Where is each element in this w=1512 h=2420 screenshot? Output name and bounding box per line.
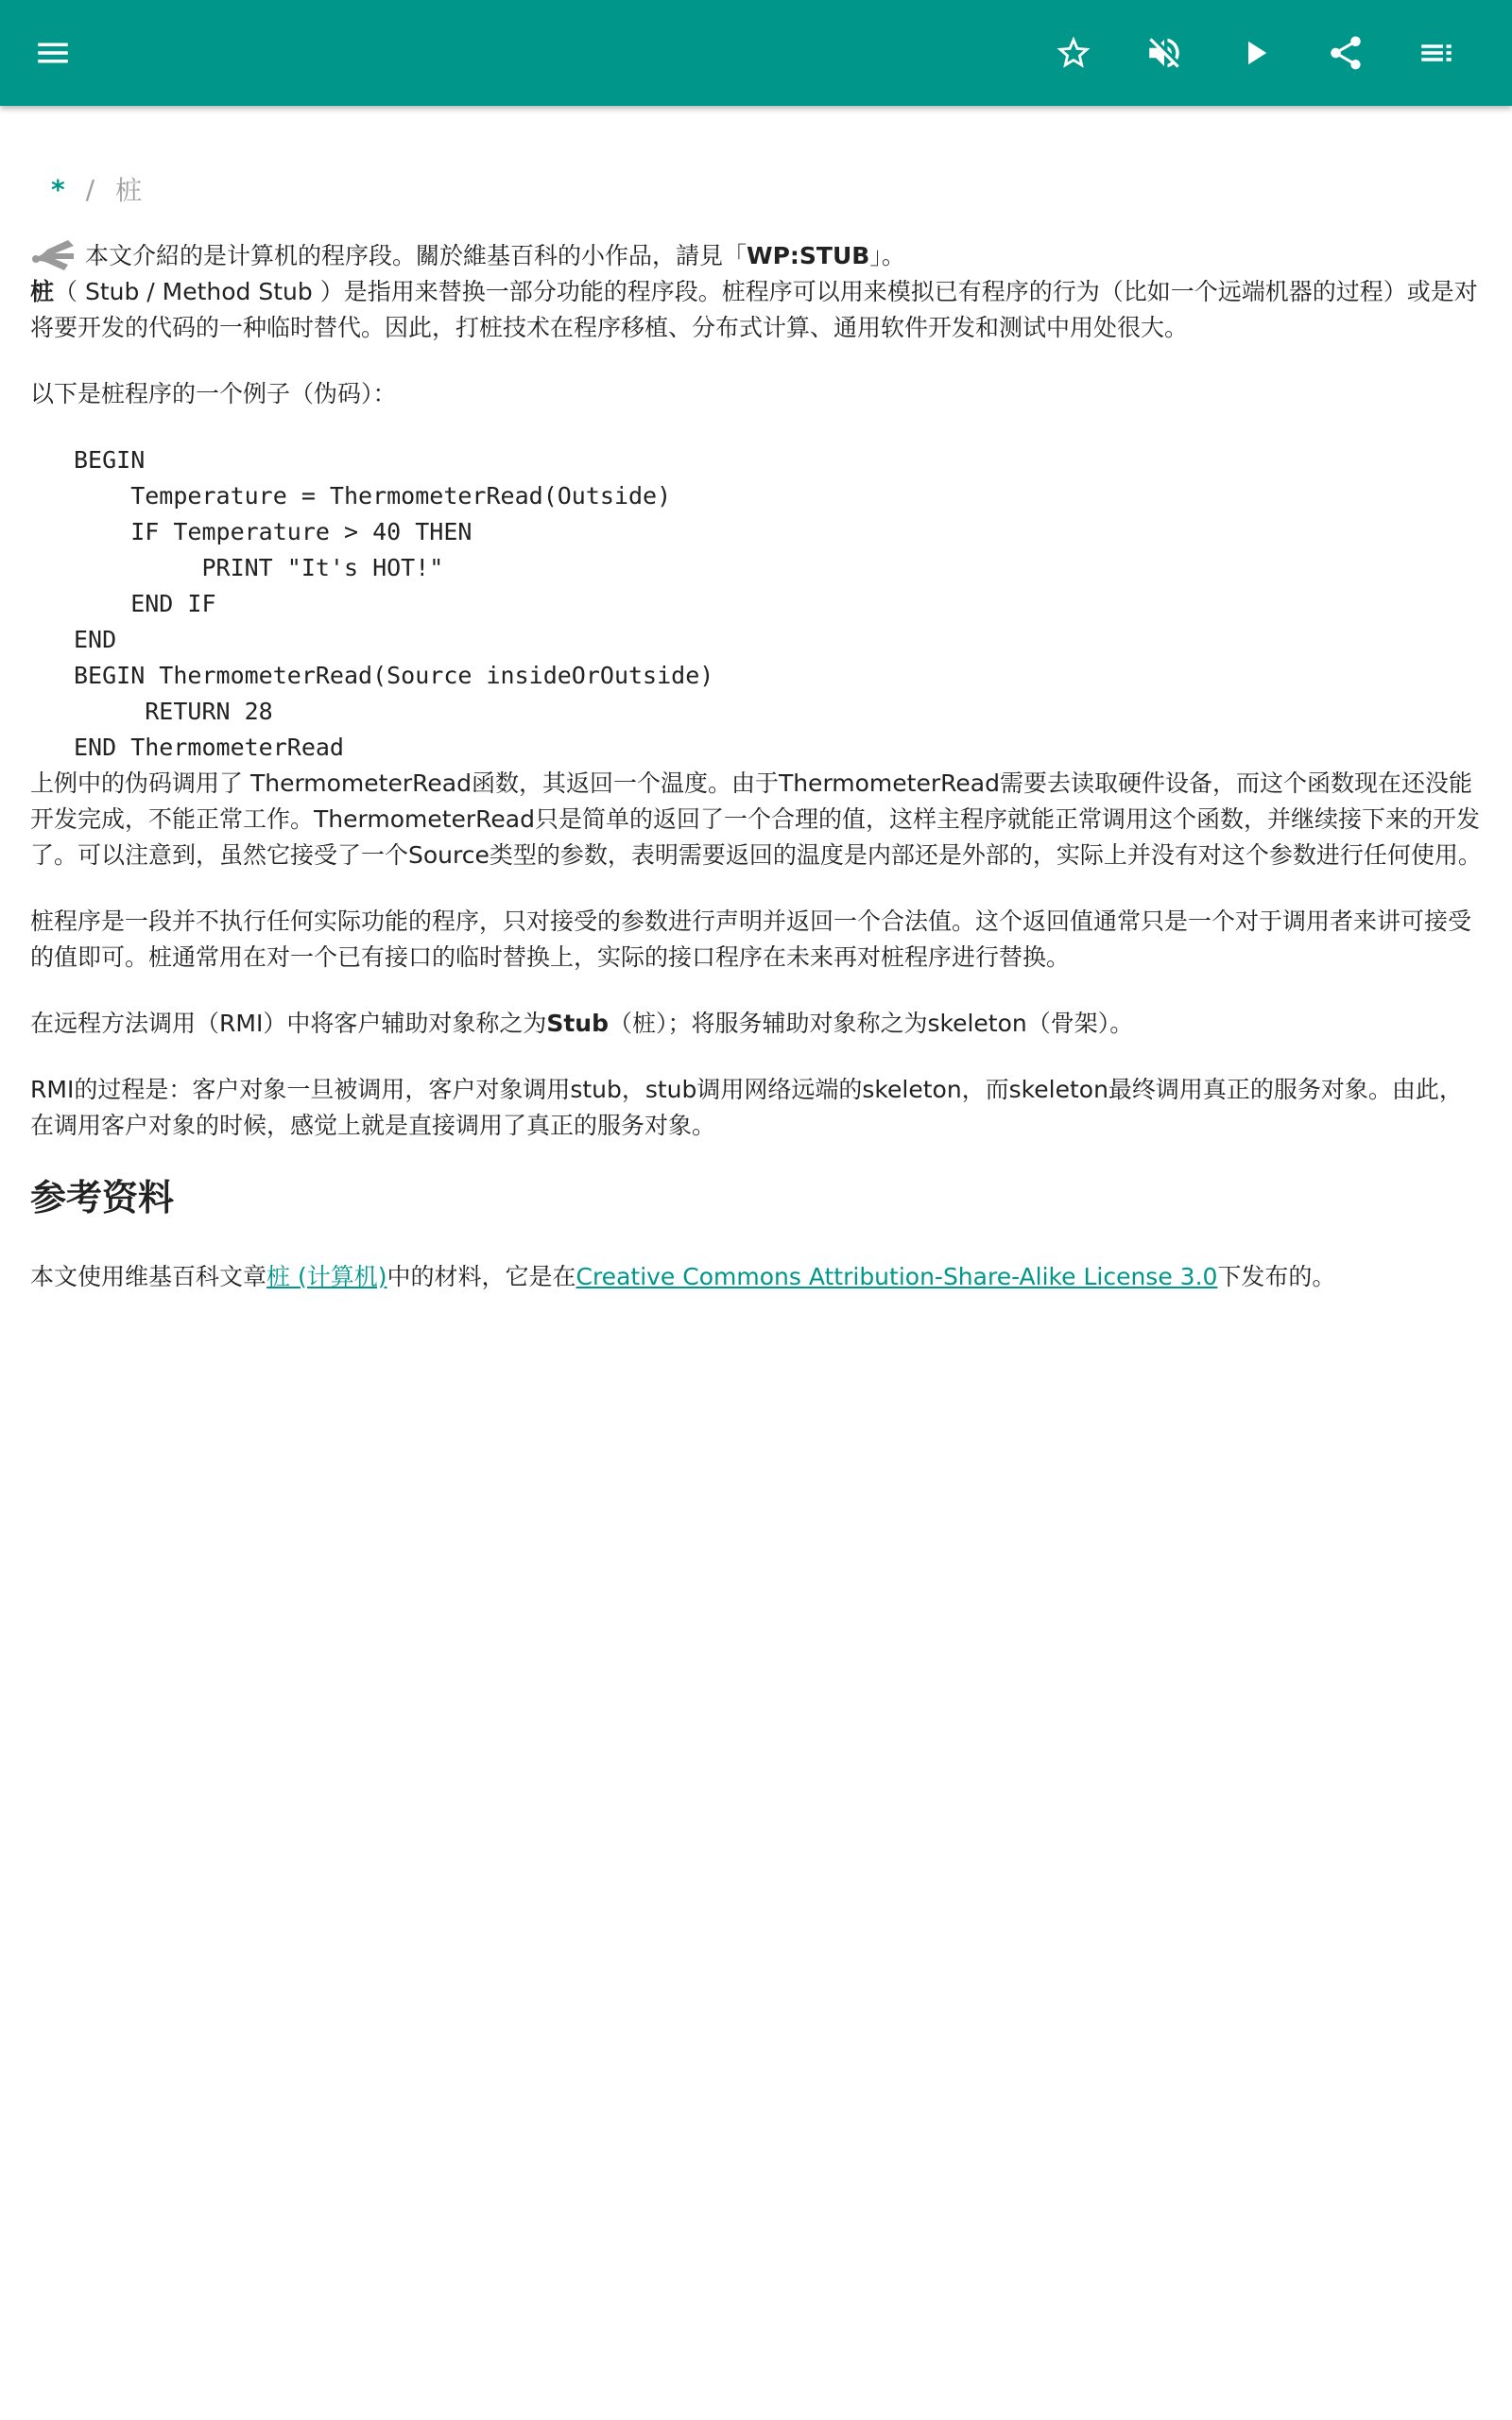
star-outline-icon <box>1054 33 1093 73</box>
paragraph-rmi <box>30 1006 1482 1042</box>
breadcrumb-home[interactable]: * <box>51 173 65 205</box>
stub-notice-suffix: 」。 <box>869 242 905 269</box>
stub-notice <box>30 236 1482 274</box>
rmi-text-after: （桩）；将服务辅助对象称之为skeleton（骨架）。 <box>608 1010 1134 1037</box>
source-article-link[interactable]: 桩 (计算机) <box>266 1263 387 1290</box>
volume-off-icon <box>1144 33 1184 73</box>
rmi-text-before: 在远程方法调用（RMI）中将客户辅助对象称之为 <box>30 1010 547 1037</box>
license-link[interactable]: Creative Commons Attribution-Share-Alike License 3.0 <box>576 1263 1218 1290</box>
playlist-icon <box>1417 33 1456 73</box>
paragraph-after-code: 上例中的伪码调用了 ThermometerRead函数，其返回一个温度。由于ThermometerRead需要去读取硬件设备，而这个函数现在还没能开发完成，不能正常工作。ThermometerRead只是简单的返回了一个合理的值，这样主程序就能正常调用这个函数，并继续接下来的开发了。可以注意到，虽然它接受了一个Source类型的参数，表明需要返回的温度是内部还是外部的，实际上并没有对这个参数进行任何使用。 <box>30 769 1482 869</box>
references-heading: 参考资料 <box>30 1177 175 1219</box>
references-paragraph <box>30 1259 1482 1295</box>
stub-notice-text: 本文介紹的是计算机的程序段。關於維基百科的小作品，請見「 <box>85 242 747 269</box>
share-button[interactable] <box>1315 23 1376 83</box>
favorite-button[interactable] <box>1043 23 1104 83</box>
wp-stub-link[interactable]: WP:STUB <box>747 242 870 269</box>
breadcrumb <box>30 170 1482 208</box>
example-intro: 以下是桩程序的一个例子（伪码）： <box>30 380 397 407</box>
references-text-after: 下发布的。 <box>1217 1263 1336 1290</box>
rmi-stub-bold: Stub <box>546 1010 609 1037</box>
references-text-middle: 中的材料，它是在 <box>387 1263 576 1290</box>
pseudo-code-block: BEGIN Temperature = ThermometerRead(Outside) IF Temperature > 40 THEN PRINT "It's HOT!" END IF END BEGIN ThermometerRead(Source insideOrOutside) RETURN 28 END ThermometerRead <box>74 446 714 761</box>
share-icon <box>1326 33 1366 73</box>
breadcrumb-current: 桩 <box>115 175 143 206</box>
app-bar <box>0 0 1512 106</box>
stub-icon <box>30 236 77 274</box>
references-text-before: 本文使用维基百科文章 <box>30 1263 267 1290</box>
paragraph-rmi-process: RMI的过程是：客户对象一旦被调用，客户对象调用stub，stub调用网络远端的skeleton，而skeleton最终调用真正的服务对象。由此，在调用客户对象的时候，感觉上就是直接调用了真正的服务对象。 <box>30 1076 1463 1139</box>
menu-icon <box>33 33 73 73</box>
intro-paragraph <box>30 274 1482 346</box>
article-body <box>30 236 1482 1295</box>
contents-button[interactable] <box>1406 23 1467 83</box>
paragraph-stub-definition: 桩程序是一段并不执行任何实际功能的程序，只对接受的参数进行声明并返回一个合法值。这个返回值通常只是一个对于调用者来讲可接受的值即可。桩通常用在对一个已有接口的临时替换上，实际的接口程序在未来再对桩程序进行替换。 <box>30 908 1472 971</box>
intro-term: 桩 <box>30 278 55 305</box>
play-icon <box>1235 33 1275 73</box>
mute-button[interactable] <box>1134 23 1194 83</box>
article-content <box>30 106 1482 1325</box>
intro-text: （ Stub / Method Stub ）是指用来替换一部分功能的程序段。桩程序可以用来模拟已有程序的行为（比如一个远端机器的过程）或是对将要开发的代码的一种临时替代。因此，打桩技术在程序移植、分布式计算、通用软件开发和测试中用处很大。 <box>30 278 1478 341</box>
menu-button[interactable] <box>23 23 83 83</box>
play-button[interactable] <box>1225 23 1285 83</box>
breadcrumb-separator: / <box>85 173 95 205</box>
